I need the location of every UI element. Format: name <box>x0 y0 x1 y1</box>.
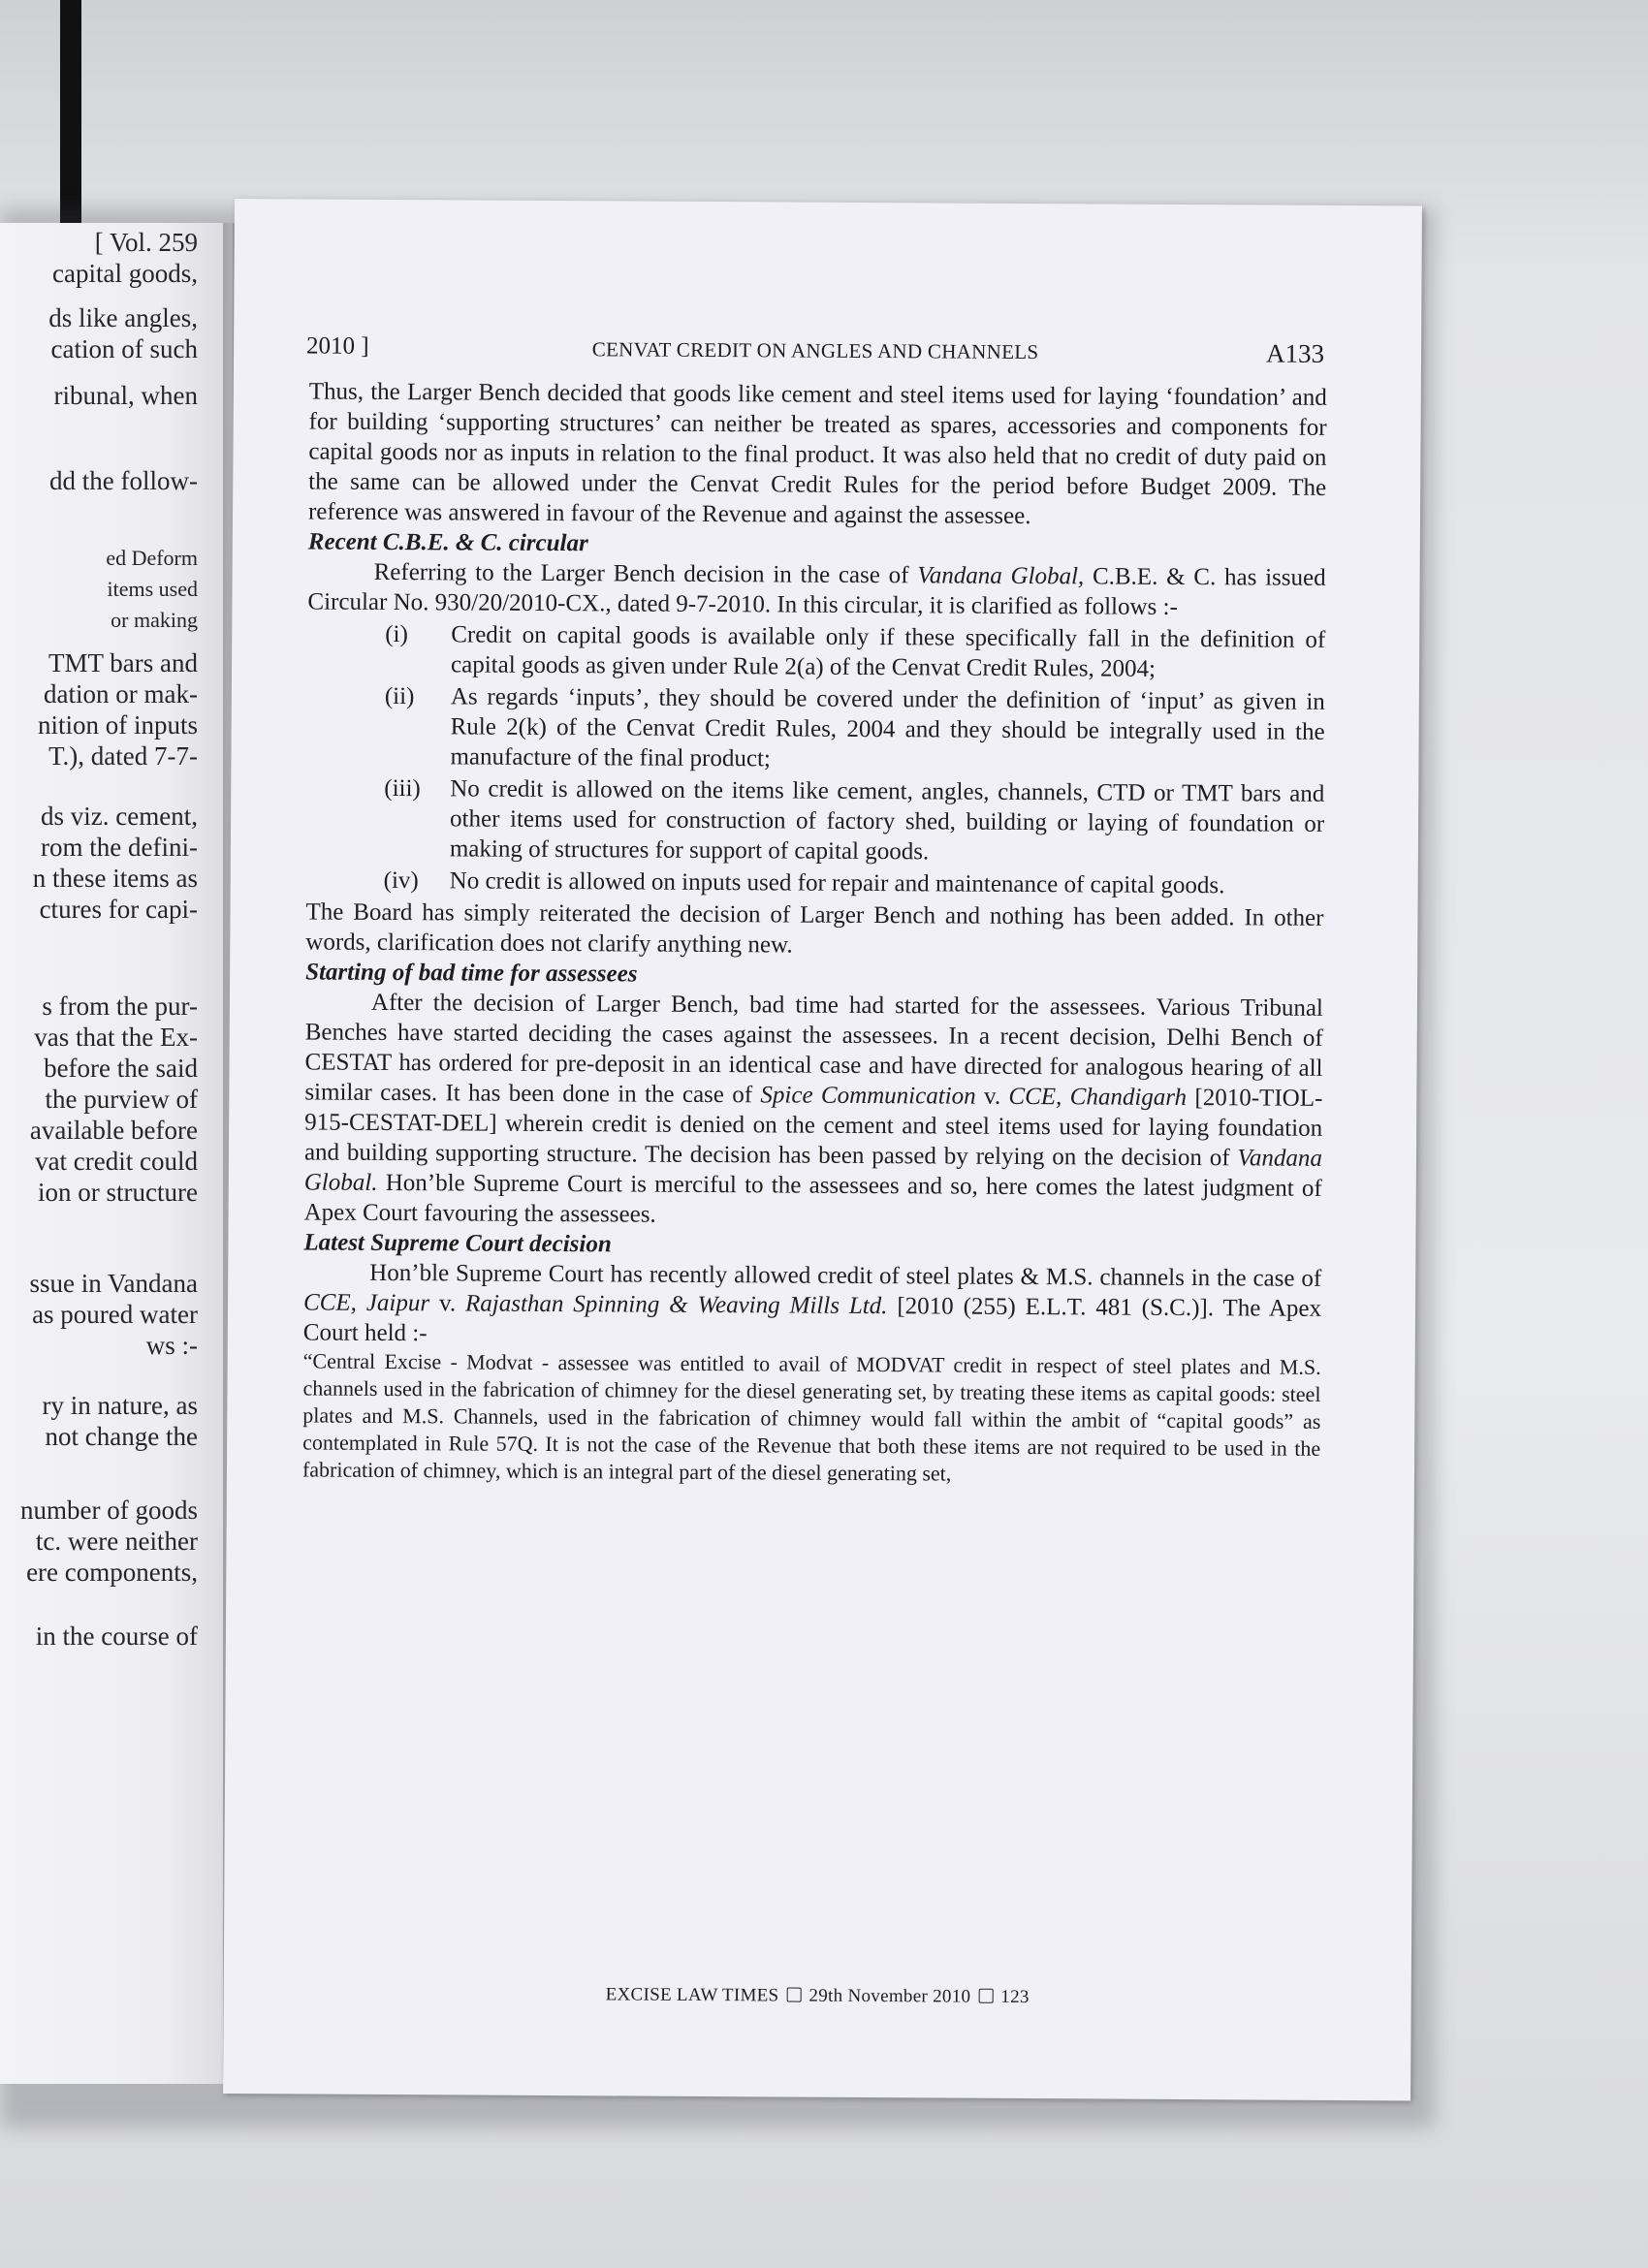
case-name: Vandana Global, <box>917 562 1085 590</box>
block-quote: “Central Excise - Modvat - assessee was entitled to avail of MODVAT credit in respect of steel plates and M.S. channels used in the fabrication of chimney for the diesel generating set, by treating these items as capital goods: steel plates and M.S. Channels, used in the fabrication of chimney would fall within the ambit of “capital goods” as contemplated in Rule 57Q. It is not the case of the Revenue that both these items are not required to be used in the fabrication of chimney, which is an integral part of the diesel generating set, <box>301 1348 1321 1486</box>
case-name: Rajasthan Spinning & Weaving Mills Ltd. <box>464 1290 888 1320</box>
case-name: CCE, Chandigarh <box>1008 1083 1188 1112</box>
paragraph <box>303 1257 1322 1353</box>
clause-item <box>307 618 1325 684</box>
text-run: [2010-TIOL-915-CESTAT-DEL] wherein credit is denied on the cement and steel items used for laying foundation and building supporting structure. The decision has been passed by relying on the decision of <box>303 1085 1323 1172</box>
box-bullet-icon <box>786 1988 801 2002</box>
left-page-line: cation of such <box>50 334 198 363</box>
running-head-title: CENVAT CREDIT ON ANGLES AND CHANNELS <box>591 337 1039 364</box>
left-page-line: ds viz. cement, <box>41 802 198 831</box>
footer-date: 29th November 2010 <box>808 1985 971 2007</box>
left-page-line: s from the pur- <box>42 992 198 1021</box>
text-run: C.B.E. & C. has issued Circular No. 930/20/2010-CX., dated 9-7-2010. In this circular, it is clarified as follows :- <box>307 563 1326 620</box>
article-body <box>302 376 1327 1489</box>
text-run: After the decision of Larger Bench, bad time had started for the assessees. Various Tribunal Benches have started deciding the cases against the assessees. In a recent decision, Delhi Bench of CESTAT has ordered for pre-deposit in an identical case and have directed for analogous hearing of all similar cases. It has been done in the case of <box>304 989 1324 1109</box>
left-page-line: number of goods <box>20 1496 198 1525</box>
section-heading: Latest Supreme Court decision <box>303 1229 612 1258</box>
section-heading: Recent C.B.E. & C. circular <box>307 528 588 557</box>
clause-number: (i) <box>385 620 408 648</box>
left-page-line: vas that the Ex- <box>34 1023 198 1052</box>
paragraph <box>307 556 1325 622</box>
left-page-line: not change the <box>45 1422 198 1451</box>
paragraph <box>304 987 1323 1233</box>
paragraph: The Board has simply reiterated the decision of Larger Bench and nothing has been added. In other words, clarification does not clarify anything new. <box>305 898 1324 959</box>
paragraph: Thus, the Larger Bench decided that goods like cement and steel items used for laying ‘foundation’ and for building ‘supporting structures’ can neither be treated as spares, accessories and components for capital goods nor as inputs in relation to the final product. It was also held that no credit of duty paid on the same can be allowed under the Cenvat Credit Rules for the period before Budget 2009. The reference was answered in favour of the Revenue and against the assessee. <box>307 378 1327 530</box>
left-page-line: vat credit could <box>35 1147 198 1176</box>
text-run: Hon’ble Supreme Court has recently allowed credit of steel plates & M.S. channels in the case of <box>369 1259 1322 1292</box>
left-page-line: T.), dated 7-7- <box>48 741 198 771</box>
left-page-line: ion or structure <box>38 1178 198 1207</box>
clause-text: As regards ‘inputs’, they should be covered under the definition of ‘input’ as given in Rule 2(k) of the Cenvat Credit Rules, 2004 and they should be integrally used in the manufacture of the final product; <box>450 683 1325 772</box>
clause-item <box>306 680 1325 776</box>
running-head-page-number: A133 <box>1265 338 1325 368</box>
left-page-line: items used <box>107 577 198 601</box>
left-page-line: tc. were neither <box>35 1527 198 1556</box>
clause-text: Credit on capital goods is available only if these specifically fall in the definition of capital goods as given under Rule 2(a) of the Cenvat Credit Rules, 2004; <box>450 621 1326 682</box>
text-run: Hon’ble Supreme Court is merciful to the assessees and so, here comes the latest judgment of Apex Court favouring the assessees. <box>303 1169 1322 1228</box>
box-bullet-icon <box>978 1989 993 2003</box>
section-heading: Starting of bad time for assessees <box>305 959 638 988</box>
circular-clause-list <box>306 618 1326 900</box>
text-run: v. <box>975 1083 1009 1110</box>
left-page-line: ds like angles, <box>48 303 198 332</box>
left-page-line: or making <box>111 608 198 632</box>
left-page-line: ry in nature, as <box>42 1391 198 1420</box>
clause-text: No credit is allowed on the items like cement, angles, channels, CTD or TMT bars and other items used for construction of factory shed, building or laying of foundation or making of structures for support of capital goods. <box>449 775 1325 866</box>
page-footer <box>224 1982 1411 2010</box>
text-run: Referring to the Larger Bench decision in the case of <box>373 558 918 589</box>
case-name: Vandana Global. <box>303 1145 1323 1196</box>
clause-item <box>306 865 1324 900</box>
clause-number: (iv) <box>383 866 419 895</box>
clause-text: No credit is allowed on inputs used for repair and maintenance of capital goods. <box>449 867 1225 899</box>
left-page-line: ribunal, when <box>53 381 198 410</box>
left-page-line: available before <box>29 1116 198 1145</box>
left-page-line: dation or mak- <box>44 679 198 709</box>
left-page-line: dd the follow- <box>49 466 198 495</box>
running-head <box>306 332 1324 377</box>
left-page-line: TMT bars and <box>48 648 198 677</box>
left-page <box>0 223 233 2084</box>
left-page-line: ws :- <box>145 1331 198 1360</box>
footer-page-number: 123 <box>1000 1986 1030 2008</box>
footer-journal: EXCISE LAW TIMES <box>605 1984 779 2006</box>
left-page-line: rom the defini- <box>41 833 198 862</box>
clause-item <box>306 772 1325 868</box>
left-page-line: as poured water <box>32 1300 198 1329</box>
case-name: Spice Communication <box>760 1082 976 1110</box>
left-page-line: ctures for capi- <box>39 895 198 924</box>
clause-number: (iii) <box>384 774 421 803</box>
left-page-line: ed Deform <box>106 546 198 570</box>
left-page-line: in the course of <box>35 1622 198 1651</box>
text-run: [2010 (255) E.L.T. 481 (S.C.)]. The Apex Court held :- <box>302 1293 1322 1347</box>
running-head-year: 2010 ] <box>305 332 369 360</box>
left-page-line: [ Vol. 259 <box>94 228 198 257</box>
left-page-line: before the said <box>44 1054 198 1083</box>
text-run: v. <box>429 1290 466 1317</box>
left-page-line: ssue in Vandana <box>29 1269 198 1298</box>
left-page-line: n these items as <box>32 864 198 893</box>
left-page-line: the purview of <box>45 1085 198 1114</box>
left-page-line: ere components, <box>26 1558 198 1587</box>
left-page-line: nition of inputs <box>37 710 198 740</box>
clause-number: (ii) <box>384 682 415 710</box>
left-page-line: capital goods, <box>52 259 198 288</box>
right-page <box>223 199 1422 2100</box>
case-name: CCE, Jaipur <box>302 1289 430 1317</box>
